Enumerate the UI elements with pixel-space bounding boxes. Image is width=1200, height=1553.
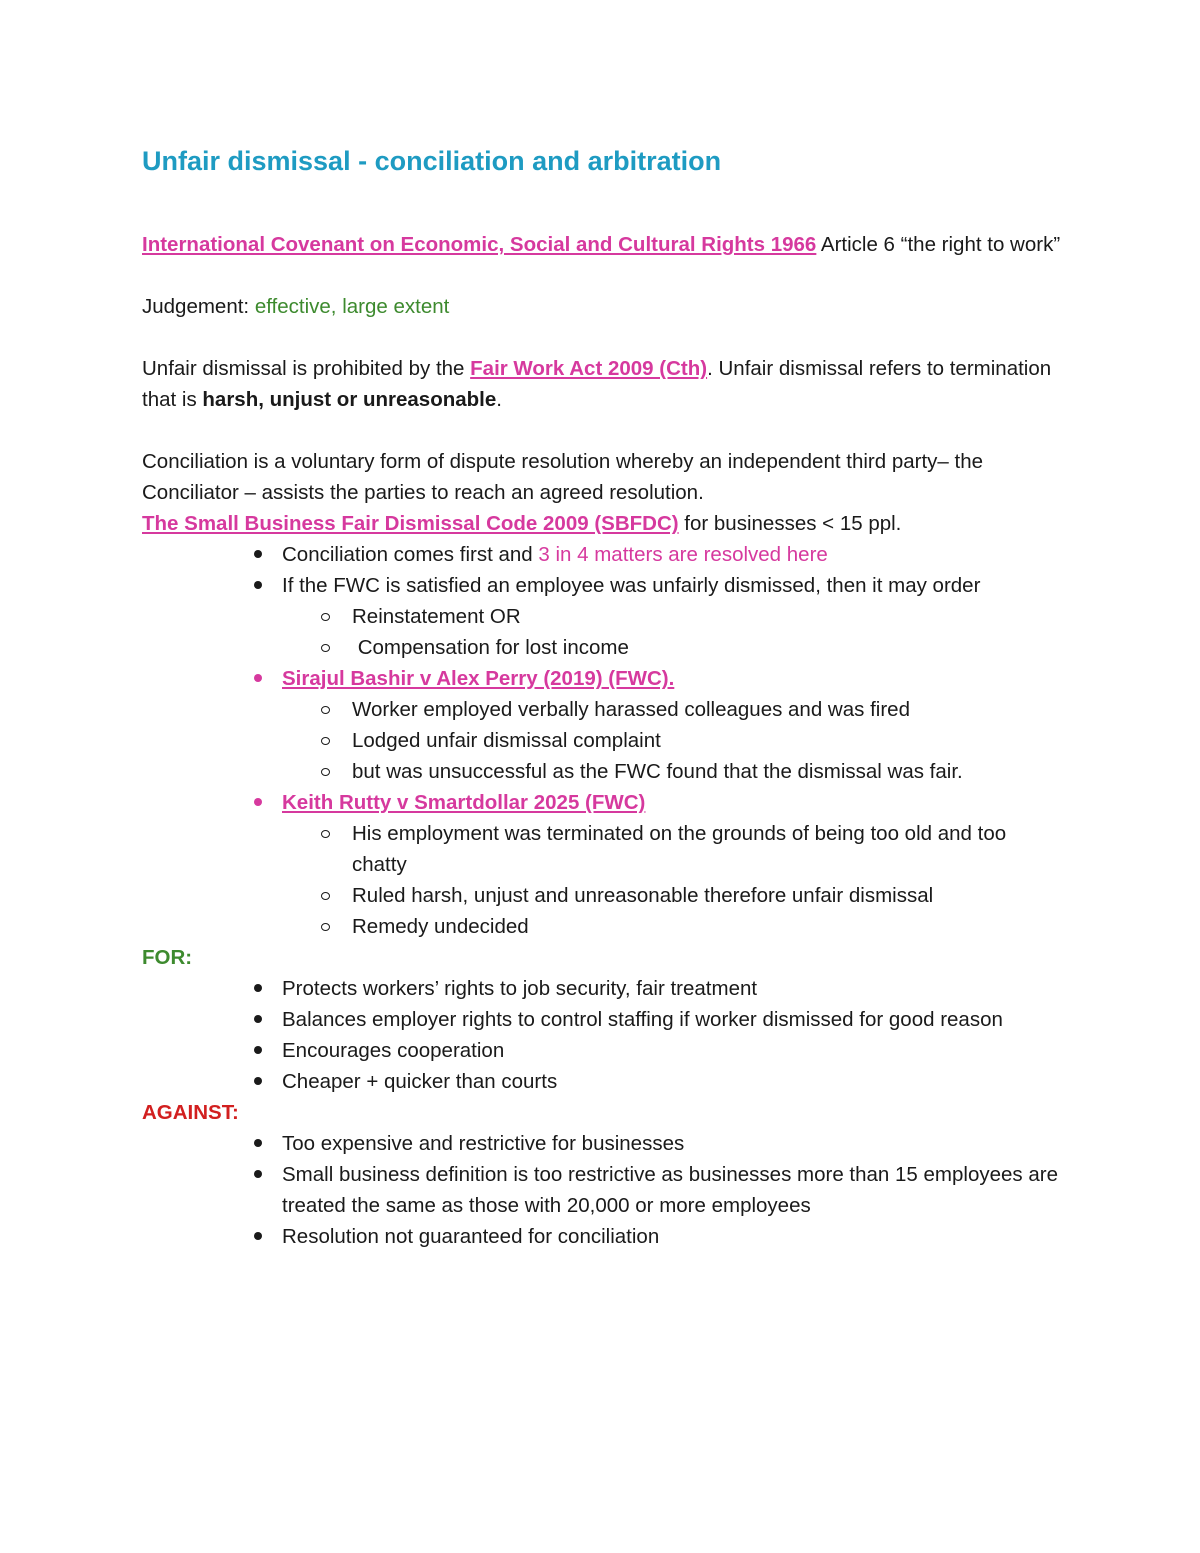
- document-content: [142, 140, 1062, 1252]
- circle-bullet-icon: [321, 613, 330, 621]
- sub-list-item-text: Reinstatement OR: [352, 605, 521, 628]
- bullet-icon: [254, 1015, 262, 1023]
- bullet-icon: [254, 1139, 262, 1147]
- conciliation-paragraph: Conciliation is a voluntary form of dispute resolution whereby an independent third party– the Conciliator – assists the parties to reach an agreed resolution.: [142, 450, 983, 504]
- sbfdc-link[interactable]: The Small Business Fair Dismissal Code 2009 (SBFDC): [142, 512, 679, 535]
- sub-list: [352, 601, 1062, 663]
- list-item: [282, 787, 1062, 942]
- sub-list-item-text: Lodged unfair dismissal complaint: [352, 729, 661, 752]
- sub-list-item-text: His employment was terminated on the grounds of being too old and too chatty: [352, 822, 1007, 876]
- list-item-text: Encourages cooperation: [282, 1039, 505, 1062]
- against-heading: AGAINST:: [142, 1101, 239, 1124]
- sub-list-item: [352, 880, 1062, 911]
- judgement-value: effective, large extent: [254, 295, 450, 318]
- bullet-icon: [254, 1077, 262, 1085]
- list-item-text: Balances employer rights to control staffing if worker dismissed for good reason: [282, 1008, 1003, 1031]
- intro-text-2: . Unfair dismissal refers to termination that is: [142, 357, 1052, 411]
- conciliation-points-list: [282, 539, 1062, 942]
- covenant-paragraph: [142, 229, 1062, 260]
- list-item-text: Protects workers’ rights to job security, fair treatment: [282, 977, 758, 1000]
- circle-bullet-icon: [321, 923, 330, 931]
- sub-list-item-text: but was unsuccessful as the FWC found that the dismissal was fair.: [352, 760, 963, 783]
- code-text: for businesses < 15 ppl.: [678, 512, 902, 535]
- against-list: [282, 1128, 1062, 1252]
- covenant-text: Article 6 “the right to work”: [816, 233, 1061, 256]
- sub-list-item-text: Worker employed verbally harassed colleagues and was fired: [352, 698, 910, 721]
- bullet-icon: [254, 984, 262, 992]
- covenant-link[interactable]: International Covenant on Economic, Social and Cultural Rights 1966: [142, 233, 817, 256]
- list-item-text: Resolution not guaranteed for conciliation: [282, 1225, 660, 1248]
- list-item: [282, 1221, 1062, 1252]
- list-item: [282, 1066, 1062, 1097]
- intro-bold-terms: harsh, unjust or unreasonable: [202, 388, 497, 411]
- bullet-icon: [254, 798, 262, 806]
- sub-list-item-text: Ruled harsh, unjust and unreasonable therefore unfair dismissal: [352, 884, 934, 907]
- sub-list-item: [352, 725, 1062, 756]
- sub-list-item: [352, 694, 1062, 725]
- intro-text-3: .: [496, 388, 502, 411]
- list-item-text: Conciliation comes first and: [282, 543, 539, 566]
- case-link-rutty[interactable]: Keith Rutty v Smartdollar 2025 (FWC): [282, 791, 646, 814]
- bullet-icon: [254, 1232, 262, 1240]
- bullet-icon: [254, 550, 262, 558]
- sub-list-item: [352, 632, 1062, 663]
- sub-list: [352, 818, 1062, 942]
- bullet-icon: [254, 674, 262, 682]
- sub-list: [352, 694, 1062, 787]
- list-item: [282, 1004, 1062, 1035]
- list-item: [282, 1035, 1062, 1066]
- case-link-bashir[interactable]: Sirajul Bashir v Alex Perry (2019) (FWC).: [282, 667, 675, 690]
- judgement-label: Judgement:: [142, 295, 255, 318]
- sub-list-item: [352, 601, 1062, 632]
- resolution-stat: 3 in 4 matters are resolved here: [538, 543, 828, 566]
- circle-bullet-icon: [321, 830, 330, 838]
- list-item: [282, 1128, 1062, 1159]
- intro-text: Unfair dismissal is prohibited by the: [142, 357, 471, 380]
- for-list: [282, 973, 1062, 1097]
- fair-work-act-link[interactable]: Fair Work Act 2009 (Cth): [470, 357, 708, 380]
- bullet-icon: [254, 1170, 262, 1178]
- sub-list-item-text: Compensation for lost income: [352, 636, 629, 659]
- sub-list-item: [352, 756, 1062, 787]
- bullet-icon: [254, 581, 262, 589]
- for-heading: FOR:: [142, 946, 193, 969]
- list-item: [282, 663, 1062, 787]
- bullet-icon: [254, 1046, 262, 1054]
- judgement-line: [142, 291, 1062, 322]
- circle-bullet-icon: [321, 706, 330, 714]
- list-item: [282, 973, 1062, 1004]
- list-item: [282, 1159, 1062, 1221]
- intro-paragraph: [142, 353, 1062, 415]
- circle-bullet-icon: [321, 737, 330, 745]
- list-item-text: Too expensive and restrictive for businesses: [282, 1132, 685, 1155]
- circle-bullet-icon: [321, 768, 330, 776]
- list-item-text: Small business definition is too restrictive as businesses more than 15 employees are treated the same as those with 20,000 or more employees: [282, 1163, 1058, 1217]
- sub-list-item: [352, 818, 1062, 880]
- sub-list-item: [352, 911, 1062, 942]
- circle-bullet-icon: [321, 644, 330, 652]
- list-item: [282, 539, 1062, 570]
- list-item: [282, 570, 1062, 663]
- list-item-text: Cheaper + quicker than courts: [282, 1070, 558, 1093]
- circle-bullet-icon: [321, 892, 330, 900]
- list-item-text: If the FWC is satisfied an employee was unfairly dismissed, then it may order: [282, 574, 981, 597]
- code-line: [142, 508, 1062, 539]
- sub-list-item-text: Remedy undecided: [352, 915, 529, 938]
- page-title: Unfair dismissal - conciliation and arbitration: [142, 146, 722, 176]
